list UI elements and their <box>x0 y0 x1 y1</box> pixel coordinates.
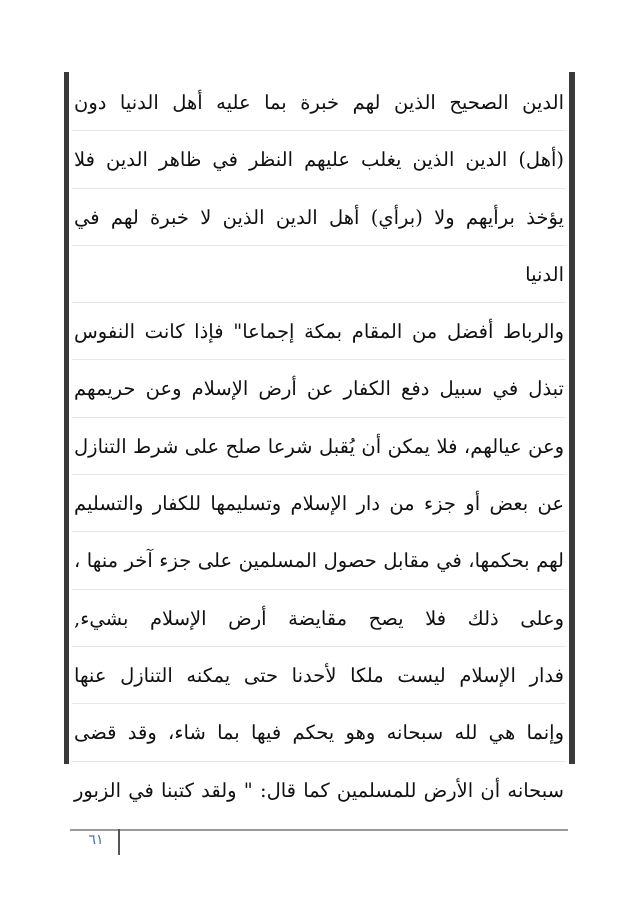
text-line: فدار الإسلام ليست ملكا لأحدنا حتى يمكنه التنازل عنها <box>72 647 566 704</box>
text-line: وإنما هي لله سبحانه وهو يحكم فيها بما شاء، وقد قضى <box>72 704 566 761</box>
text-line: وعلى ذلك فلا يصح مقايضة أرض الإسلام بشيء, <box>72 590 566 647</box>
footer-divider <box>118 829 120 855</box>
page-number: ٦١ <box>88 832 104 848</box>
text-line: وعن عيالهم، فلا يمكن أن يُقبل شرعا صلح على شرط التنازل <box>72 418 566 475</box>
text-line: لهم بحكمها، في مقابل حصول المسلمين على جزء آخر منها ، <box>72 532 566 589</box>
text-line: عن بعض أو جزء من دار الإسلام وتسليمها للكفار والتسليم <box>72 475 566 532</box>
left-frame-rule <box>64 72 69 764</box>
right-frame-rule <box>569 72 575 764</box>
text-line: الدين الصحيح الذين لهم خبرة بما عليه أهل الدنيا دون <box>72 74 566 131</box>
text-line: والرباط أفضل من المقام بمكة إجماعا" فإذا كانت النفوس <box>72 303 566 360</box>
text-line: سبحانه أن الأرض للمسلمين كما قال: " ولقد كتبنا في الزبور <box>74 778 564 802</box>
text-line: (أهل) الدين الذين يغلب عليهم النظر في ظاهر الدين فلا <box>72 131 566 188</box>
text-line: تبذل في سبيل دفع الكفار عن أرض الإسلام وعن حريمهم <box>72 360 566 417</box>
body-text <box>72 74 566 819</box>
text-line: الدنيا <box>72 246 566 303</box>
footer-rule <box>70 829 568 831</box>
text-line: يؤخذ برأيهم ولا (برأي) أهل الدين الذين لا خبرة لهم في <box>72 189 566 246</box>
